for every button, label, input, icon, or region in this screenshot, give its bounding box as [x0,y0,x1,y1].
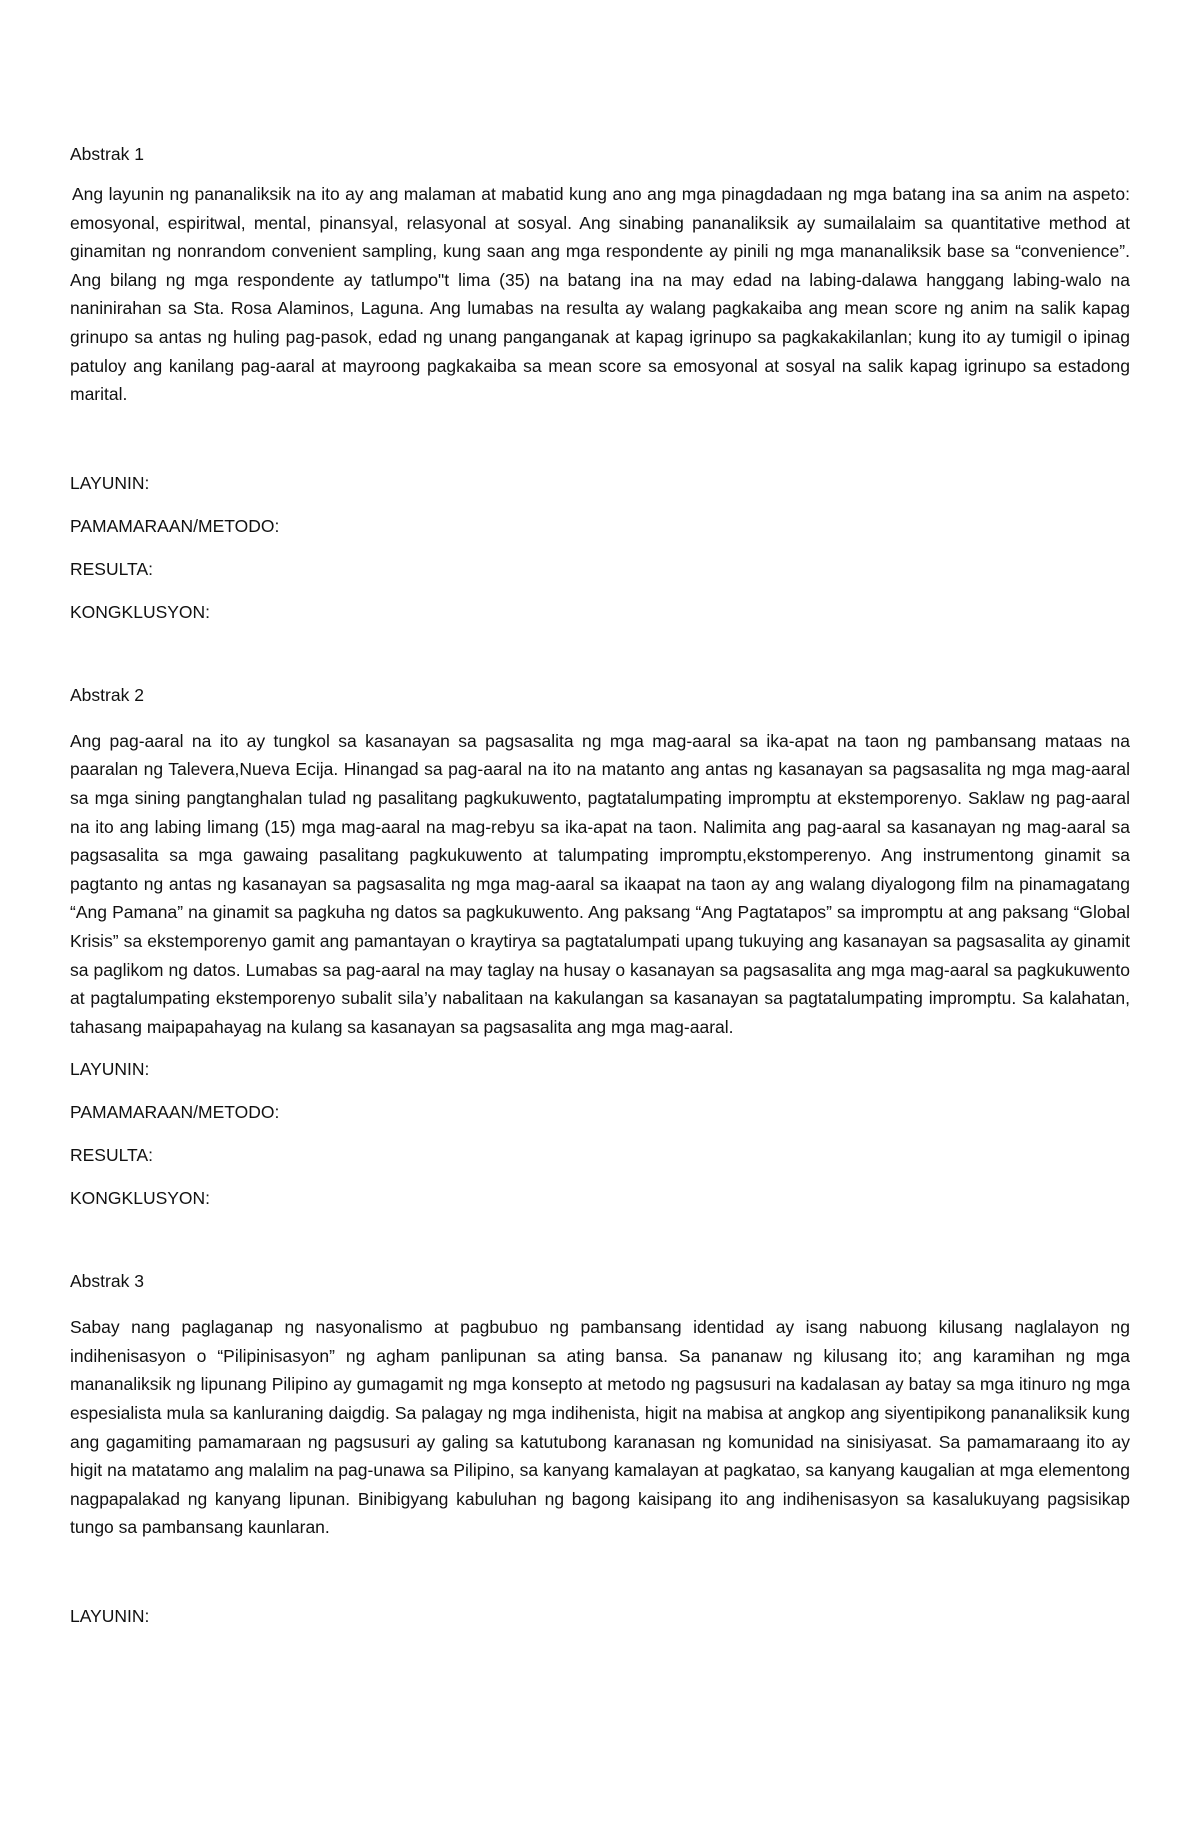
abstract-1-label-layunin: LAYUNIN: [70,472,150,493]
abstract-1-label-pamamaraan: PAMAMARAAN/METODO: [70,515,280,536]
abstract-3-title: Abstrak 3 [70,1271,144,1292]
abstract-3-label-layunin: LAYUNIN: [70,1606,150,1627]
abstract-2-label-resulta: RESULTA: [70,1145,153,1166]
abstract-2-title: Abstrak 2 [70,684,144,705]
abstract-3-body: Sabay nang paglaganap ng nasyonalismo at pagbubuo ng pambansang identidad ay isang nabuong kilusang naglalayon ng indihenisasyon o “Pilipinisasyon” ng agham panlipunan sa ating bansa. Sa pananaw ng kilusang ito; ang karamihan ng mga mananaliksik ng lipunang Pilipino ay gumagamit ng mga konsepto at metodo ng pagsusuri na kadalasan ay batay sa mga itinuro ng mga espesialista mula sa kanluraning daigdig. Sa palagay ng mga indihenista, higit na mabisa at angkop ang siyentipikong pananaliksik kung ang gagamiting pamamaraan ng pagsusuri ay galing sa katutubong karanasan ng komunidad na sinisiyasat. Sa pamamaraang ito ay higit na matatamo ang malalim na pag-unawa sa Pilipino, sa kanyang kamalayan at pagkatao, sa kanyang kaugalian at mga elementong nagpapalakad ng kanyang lipunan. Binibigyang kabuluhan ng bagong kaisipang ito ang indihenisasyon sa kasalukuyang pagsisikap tungo sa pambansang kaunlaran. [70,1317,1130,1538]
abstract-2-body: Ang pag-aaral na ito ay tungkol sa kasanayan sa pagsasalita ng mga mag-aaral sa ika-apat na taon ng pambansang mataas na paaralan ng Talevera,Nueva Ecija. Hinangad sa pag-aaral na ito na matanto ang antas ng kasanayan sa pagsasalita ng mga mag-aaral sa mga sining pangtanghalan tulad ng pasalitang pagkukuwento, pagtatalumpating impromptu at ekstemporenyo. Saklaw ng pag-aaral na ito ang labing limang (15) mga mag-aaral na mag-rebyu sa ika-apat na taon. Nalimita ang pag-aaral sa kasanayan ng mag-aaral sa pagsasalita sa mga gawaing pasalitang pagkukuwento at talumpating impromptu,ekstomperenyo. Ang instrumentong ginamit sa pagtanto ng antas ng kasanayan sa pagsasalita ng mga mag-aaral sa ikaapat na taon ay ang walang diyalogong film na pinamagatang “Ang Pamana” na ginamit sa pagkuha ng datos sa pagkukuwento. Ang paksang “Ang Pagtatapos” sa impromptu at ang paksang “Global Krisis” sa ekstemporenyo gamit ang pamantayan o kraytirya sa pagtatalumpati upang tukuying ang kasanayan sa pagsasalita ay ginamit sa paglikom ng datos. Lumabas sa pag-aaral na may taglay na husay o kasanayan sa pagsasalita ang mga mag-aaral sa pagkukuwento at pagtalumpating ekstemporenyo subalit sila’y nabalitaan na kakulangan sa kasanayan sa pagtatalumpating impromptu. Sa kalahatan, tahasang maipapahayag na kulang sa kasanayan sa pagsasalita ang mga mag-aaral. [70,730,1130,1037]
abstract-2-label-pamamaraan: PAMAMARAAN/METODO: [70,1102,280,1123]
abstract-1-label-kongklusyon: KONGKLUSYON: [70,601,211,622]
abstract-1-body: Ang layunin ng pananaliksik na ito ay ang malaman at mabatid kung ano ang mga pinagdadaan ng mga batang ina sa anim na aspeto: emosyonal, espiritwal, mental, pinansyal, relasyonal at sosyal. Ang sinabing pananaliksik ay sumailalaim sa quantitative method at ginamitan ng nonrandom convenient sampling, kung saan ang mga respondente ay pinili ng mga mananaliksik base sa “convenience”. Ang bilang ng mga respondente ay tatlumpo"t lima (35) na batang ina na may edad na labing-dalawa hanggang labing-walo na naninirahan sa Sta. Rosa Alaminos, Laguna. Ang lumabas na resulta ay walang pagkakaiba ang mean score ng anim na salik kapag grinupo sa antas ng huling pag-pasok, edad ng unang panganganak at kapag igrinupo sa pagkakakilanlan; kung ito ay tumigil o ipinag patuloy ang kanilang pag-aaral at mayroong pagkakaiba sa mean score sa emosyonal at sosyal na salik kapag igrinupo sa estadong marital. [70,184,1130,405]
abstract-2-label-kongklusyon: KONGKLUSYON: [70,1188,211,1209]
abstract-1-label-resulta: RESULTA: [70,558,153,579]
abstract-2-label-layunin: LAYUNIN: [70,1059,150,1080]
abstract-1-title: Abstrak 1 [70,144,144,164]
document-page [70,140,1130,1630]
